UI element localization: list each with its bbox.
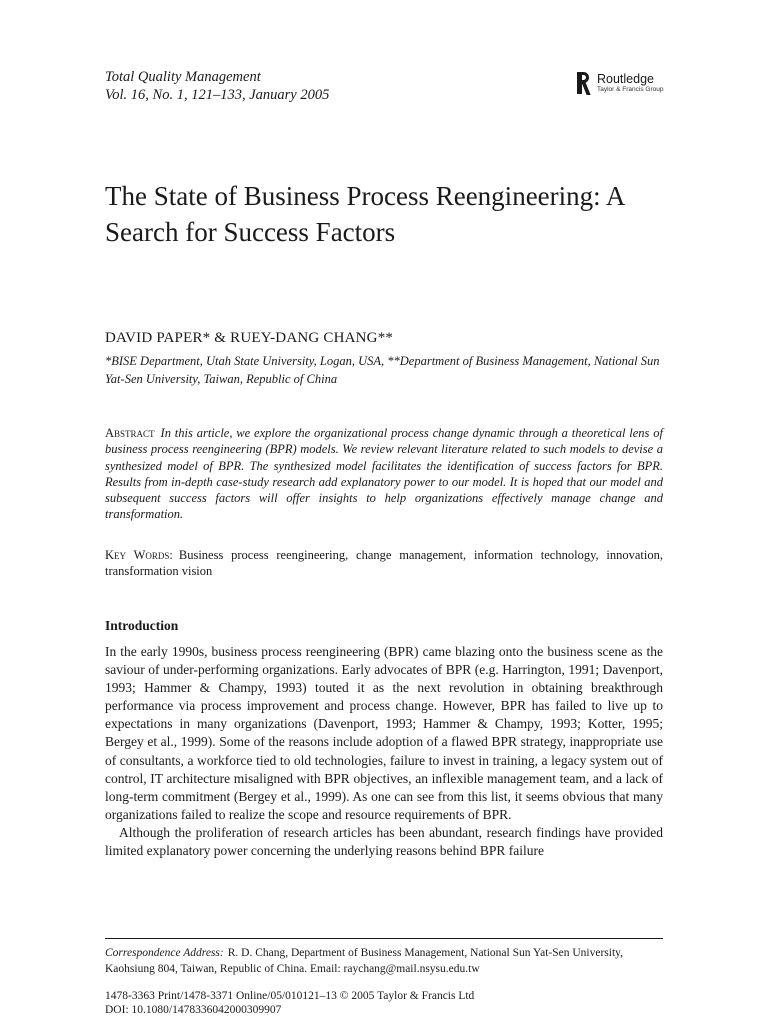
keywords [105,547,663,580]
authors: DAVID PAPER* & RUEY-DANG CHANG** [105,330,394,346]
publisher-group: Taylor & Francis Group [597,85,664,93]
routledge-r-icon [577,72,593,94]
correspondence-text: R. D. Chang, Department of Business Management, National Sun Yat-Sen University, Kaohsiung 804, Taiwan, Republic of China. Email: raychang@mail.nsysu.edu.tw [105,947,624,975]
abstract [105,425,663,523]
issn-line: 1478-3363 Print/1478-3371 Online/05/010121–13 © 2005 Taylor & Francis Ltd [105,990,475,1002]
journal-name: Total Quality Management [105,69,261,85]
body-text [105,643,663,860]
abstract-text: In this article, we explore the organizational process change dynamic through a theoretical lens of business process reengineering (BPR) models. We review relevant literature related to such models to devise a synthesized model of BPR. The synthesized model facilitates the identification of success factors for BPR. Results from in-depth case-study research add explanatory power to our model. It is hoped that our model and subsequent success factors will offer insights to help organizations effectively manage change and transformation. [105,426,663,522]
paragraph: In the early 1990s, business process reengineering (BPR) came blazing onto the business scene as the saviour of under-performing organizations. Early advocates of BPR (e.g. Harrington, 1991; Davenport, 1993; Hammer & Champy, 1993) touted it as the next revolution in obtaining breakthrough performance via process improvement and process change. However, BPR has failed to live up to expectations in many organizations (Davenport, 1993; Hammer & Champy, 1993; Kotter, 1995; Bergey et al., 1999). Some of the reasons include adoption of a flawed BPR strategy, inappropriate use of consultants, a workforce tied to old technologies, failure to invest in training, a legacy system out of control, IT architecture misaligned with BPR objectives, an inflexible management team, and a lack of long-term commitment (Bergey et al., 1999). As one can see from this list, it seems obvious that many organizations failed to realize the scope and resource requirements of BPR. [105,644,663,822]
routledge-logo [577,70,663,96]
publisher-name: Routledge [597,72,654,86]
article-title: The State of Business Process Reengineering: A Search for Success Factors [105,181,624,247]
section-heading: Introduction [105,618,179,633]
paragraph: Although the proliferation of research articles has been abundant, research findings have provided limited explanatory power concerning the underlying reasons behind BPR failure [105,824,663,859]
journal-issue: Vol. 16, No. 1, 121–133, January 2005 [105,87,330,103]
publication-footer [105,989,663,1017]
footnote-divider [105,938,663,939]
doi-line: DOI: 10.1080/1478336042000309907 [105,1004,282,1016]
keywords-text: Business process reengineering, change management, information technology, innovation, transformation vision [105,548,664,579]
correspondence-label: Correspondence Address: [105,947,224,959]
affiliation: *BISE Department, Utah State University, Logan, USA, **Department of Business Management, National Sun Yat-Sen University, Taiwan, Republic of China [105,354,660,386]
correspondence [105,945,663,977]
keywords-label: Key Words: [105,548,173,562]
abstract-label: Abstract [105,426,155,440]
